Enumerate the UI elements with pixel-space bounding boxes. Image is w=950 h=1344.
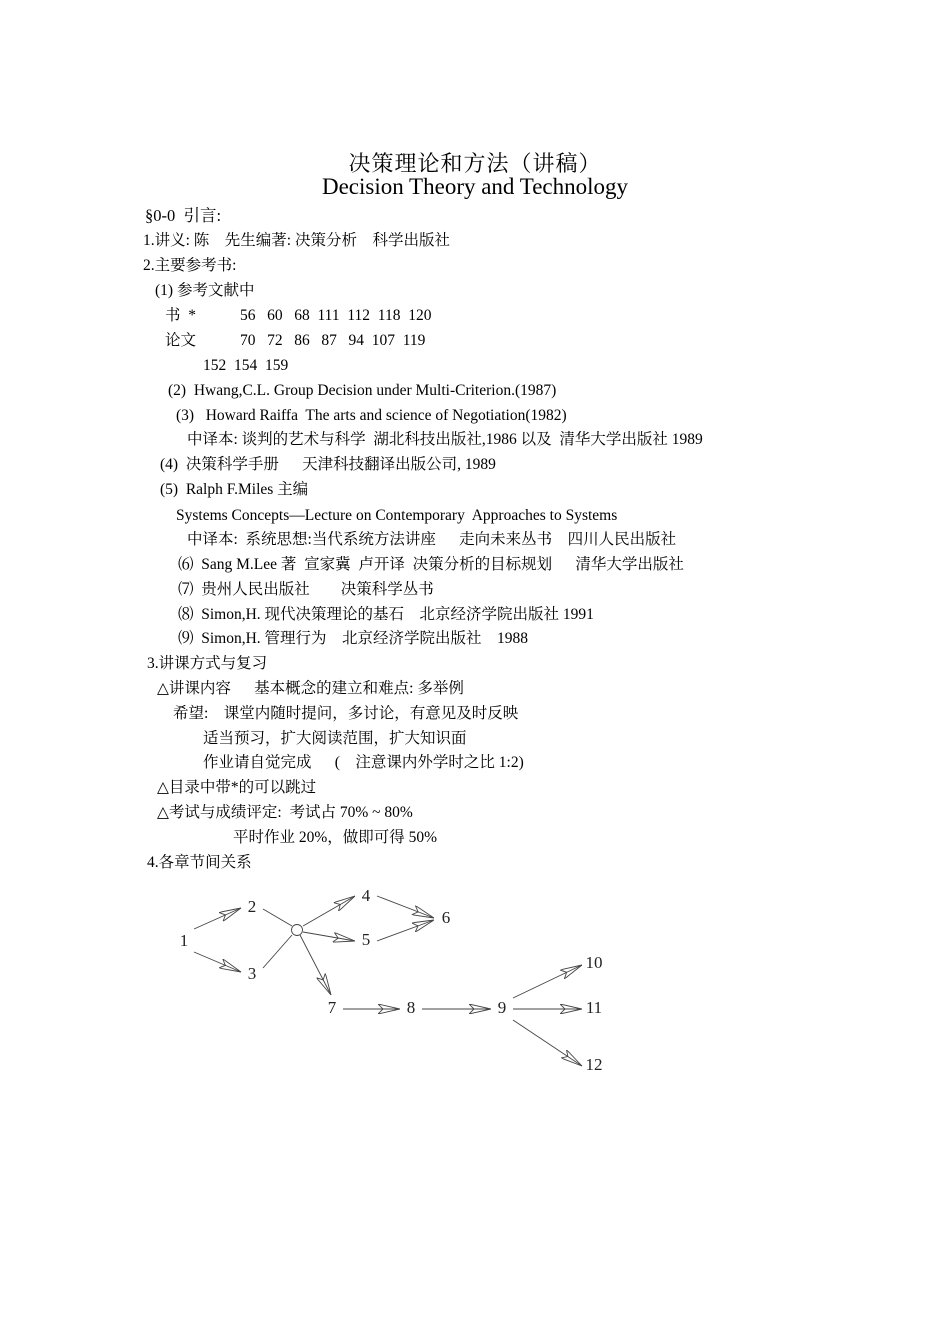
ref-1-papers-label: 论文 xyxy=(165,332,197,349)
teaching-content: △讲课内容 基本概念的建立和难点: 多举例 xyxy=(157,680,464,697)
hope-line-3: 作业请自觉完成 ( 注意课内外学时之比 1:2) xyxy=(203,754,524,771)
node-6: 6 xyxy=(441,907,451,927)
hope-line-1: 希望: 课堂内随时提问，多讨论，有意见及时反映 xyxy=(173,705,519,722)
edge-9-12 xyxy=(513,1020,582,1066)
ref-3: (3) Howard Raiffa The arts and science of Negotiation(1982) xyxy=(176,407,567,424)
ref-6: ⑹ Sang M.Lee 著 宣家冀 卢开译 决策分析的目标规划 清华大学出版社 xyxy=(178,556,684,573)
node-11: 11 xyxy=(585,997,603,1017)
section-heading: §0-0 引言: xyxy=(145,206,222,225)
node-10: 10 xyxy=(585,952,603,972)
ref-3-translation: 中译本: 谈判的艺术与科学 湖北科技出版社,1986 以及 清华大学出版社 1989 xyxy=(187,431,703,448)
ref-5: (5) Ralph F.Miles 主编 xyxy=(160,481,309,498)
node-4: 4 xyxy=(361,885,371,905)
hope-line-2: 适当预习，扩大阅读范围，扩大知识面 xyxy=(203,730,467,747)
ref-7: ⑺ 贵州人民出版社 决策科学丛书 xyxy=(178,581,434,598)
item-1-lecture-notes: 1.讲义: 陈 先生编著: 决策分析 科学出版社 xyxy=(143,232,450,249)
node-9: 9 xyxy=(497,997,507,1017)
edge-9-10 xyxy=(513,965,582,998)
item-3-teaching-heading: 3.讲课方式与复习 xyxy=(147,655,268,672)
ref-5-translation: 中译本: 系统思想:当代系统方法讲座 走向未来丛书 四川人民出版社 xyxy=(187,531,677,548)
edge-4-6 xyxy=(377,896,434,918)
ref-1-books-numbers: 56 60 68 111 112 118 120 xyxy=(240,307,432,324)
edge-3-junction xyxy=(263,935,292,968)
ref-8: ⑻ Simon,H. 现代决策理论的基石 北京经济学院出版社 1991 xyxy=(178,606,594,623)
title-chinese: 决策理论和方法（讲稿） xyxy=(348,151,602,176)
item-4-chapter-relations: 4.各章节间关系 xyxy=(147,854,252,871)
item-2-references-heading: 2.主要参考书: xyxy=(143,257,237,274)
ref-1-heading: (1) 参考文献中 xyxy=(155,282,255,299)
edge-5-6 xyxy=(377,920,434,941)
exam-grading: △考试与成绩评定: 考试占 70% ~ 80% xyxy=(157,804,413,821)
node-1: 1 xyxy=(179,930,189,950)
node-2: 2 xyxy=(247,896,257,916)
edge-1-2 xyxy=(194,908,241,929)
ref-2: (2) Hwang,C.L. Group Decision under Multi-Criterion.(1987) xyxy=(168,382,557,399)
node-12: 12 xyxy=(585,1054,603,1074)
edge-junction-7 xyxy=(300,935,331,995)
skip-note: △目录中带*的可以跳过 xyxy=(157,779,317,796)
ref-9: ⑼ Simon,H. 管理行为 北京经济学院出版社 1988 xyxy=(178,630,529,647)
ref-1-papers-numbers-cont: 152 154 159 xyxy=(203,357,289,374)
junction-node xyxy=(292,925,303,936)
edge-junction-4 xyxy=(303,896,355,926)
ref-1-papers-numbers: 70 72 86 87 94 107 119 xyxy=(240,332,426,349)
homework-grading: 平时作业 20%，做即可得 50% xyxy=(233,829,438,846)
edge-junction-5 xyxy=(303,932,355,941)
node-3: 3 xyxy=(247,963,257,983)
node-5: 5 xyxy=(361,929,371,949)
node-8: 8 xyxy=(406,997,416,1017)
ref-1-books-label: 书 * xyxy=(165,307,197,324)
node-7: 7 xyxy=(327,997,337,1017)
edge-2-junction xyxy=(263,909,292,926)
title-english: Decision Theory and Technology xyxy=(321,174,629,199)
ref-4: (4) 决策科学手册 天津科技翻译出版公司, 1989 xyxy=(160,456,496,473)
edge-1-3 xyxy=(194,952,241,972)
ref-5-title: Systems Concepts—Lecture on Contemporary Approaches to Systems xyxy=(176,507,618,524)
